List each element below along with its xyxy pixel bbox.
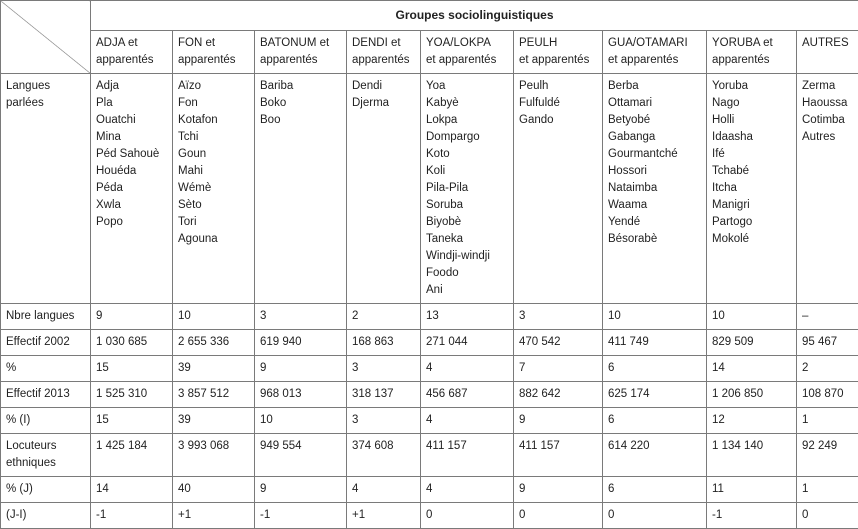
table-cell: 882 642 bbox=[514, 382, 603, 408]
table-cell: 0 bbox=[797, 503, 858, 529]
language-item: Koli bbox=[426, 163, 508, 180]
row-label bbox=[1, 304, 91, 330]
column-header-line2: apparentés bbox=[96, 52, 167, 69]
row-label-label-line1: % (J) bbox=[6, 481, 85, 498]
table-row bbox=[1, 356, 858, 382]
table-cell: 108 870 bbox=[797, 382, 858, 408]
table-cell: 1 bbox=[797, 408, 858, 434]
language-item: Boo bbox=[260, 112, 341, 129]
table-cell: 456 687 bbox=[421, 382, 514, 408]
table-cell: 2 655 336 bbox=[173, 330, 255, 356]
column-header-autres bbox=[797, 31, 858, 74]
row-label bbox=[1, 356, 91, 382]
table-cell: 0 bbox=[421, 503, 514, 529]
language-item: Ifé bbox=[712, 146, 791, 163]
column-header-line1: ADJA et bbox=[96, 35, 167, 52]
table-cell: 829 509 bbox=[707, 330, 797, 356]
table-cell: 168 863 bbox=[347, 330, 421, 356]
column-header-line2: apparentés bbox=[178, 52, 249, 69]
language-item: Mokolé bbox=[712, 231, 791, 248]
table-cell: 4 bbox=[421, 356, 514, 382]
column-header-line1: FON et bbox=[178, 35, 249, 52]
language-item: Nataimba bbox=[608, 180, 701, 197]
column-header-batonum bbox=[255, 31, 347, 74]
row-label-label-line2: ethniques bbox=[6, 455, 85, 472]
language-item: Lokpa bbox=[426, 112, 508, 129]
language-item: Peulh bbox=[519, 78, 597, 95]
column-header-line2: apparentés bbox=[260, 52, 341, 69]
table-cell: 12 bbox=[707, 408, 797, 434]
row-label-label-line1: % (I) bbox=[6, 412, 85, 429]
language-item: Soruba bbox=[426, 197, 508, 214]
table-cell: 10 bbox=[173, 304, 255, 330]
language-item: Kabyè bbox=[426, 95, 508, 112]
table-cell: 0 bbox=[514, 503, 603, 529]
languages-cell-dendi bbox=[347, 74, 421, 304]
row-label bbox=[1, 330, 91, 356]
table-cell: 1 425 184 bbox=[91, 434, 173, 477]
table-cell: 4 bbox=[421, 408, 514, 434]
table-cell: 14 bbox=[91, 477, 173, 503]
table-cell: 9 bbox=[255, 356, 347, 382]
table-cell: 411 157 bbox=[514, 434, 603, 477]
language-item: Yendé bbox=[608, 214, 701, 231]
table-cell: 9 bbox=[255, 477, 347, 503]
column-header-peulh bbox=[514, 31, 603, 74]
table-cell: 10 bbox=[255, 408, 347, 434]
column-header-line1: AUTRES bbox=[802, 35, 853, 52]
table-row bbox=[1, 477, 858, 503]
table-cell: 3 993 068 bbox=[173, 434, 255, 477]
table-cell: 6 bbox=[603, 356, 707, 382]
language-item: Idaasha bbox=[712, 129, 791, 146]
column-header-line1: YOA/LOKPA bbox=[426, 35, 508, 52]
table-cell: 9 bbox=[514, 477, 603, 503]
language-item: Cotimba bbox=[802, 112, 853, 129]
column-header-yoa bbox=[421, 31, 514, 74]
language-item: Ouatchi bbox=[96, 112, 167, 129]
row-label bbox=[1, 74, 91, 304]
language-item: Foodo bbox=[426, 265, 508, 282]
table-cell: 1 134 140 bbox=[707, 434, 797, 477]
table-cell: 625 174 bbox=[603, 382, 707, 408]
table-cell: 614 220 bbox=[603, 434, 707, 477]
language-item: Mina bbox=[96, 129, 167, 146]
table-cell: 6 bbox=[603, 408, 707, 434]
column-header-row bbox=[1, 31, 858, 74]
group-title: Groupes sociolinguistiques bbox=[91, 1, 858, 31]
languages-cell-yoruba bbox=[707, 74, 797, 304]
language-item: Aïzo bbox=[178, 78, 249, 95]
language-item: Berba bbox=[608, 78, 701, 95]
language-item: Dendi bbox=[352, 78, 415, 95]
table-cell: 4 bbox=[347, 477, 421, 503]
column-header-fon bbox=[173, 31, 255, 74]
table-row bbox=[1, 434, 858, 477]
table-cell: 2 bbox=[797, 356, 858, 382]
language-item: Gabanga bbox=[608, 129, 701, 146]
corner-cell bbox=[1, 1, 91, 74]
row-label bbox=[1, 408, 91, 434]
row-label bbox=[1, 382, 91, 408]
language-item: Tchabé bbox=[712, 163, 791, 180]
column-header-line1: PEULH bbox=[519, 35, 597, 52]
language-item: Péd Sahouè bbox=[96, 146, 167, 163]
table-cell: 1 525 310 bbox=[91, 382, 173, 408]
language-item: Fulfuldé bbox=[519, 95, 597, 112]
table-cell: 9 bbox=[514, 408, 603, 434]
languages-cell-peulh bbox=[514, 74, 603, 304]
column-header-line2: apparentés bbox=[712, 52, 791, 69]
table-cell: 92 249 bbox=[797, 434, 858, 477]
table-cell: 411 157 bbox=[421, 434, 514, 477]
column-header-adja bbox=[91, 31, 173, 74]
column-header-line1: GUA/OTAMARI bbox=[608, 35, 701, 52]
table-cell: 470 542 bbox=[514, 330, 603, 356]
table-cell: – bbox=[797, 304, 858, 330]
row-label bbox=[1, 503, 91, 529]
table-cell: 39 bbox=[173, 408, 255, 434]
language-item: Kotafon bbox=[178, 112, 249, 129]
column-header-gua bbox=[603, 31, 707, 74]
language-item: Biyobè bbox=[426, 214, 508, 231]
language-item: Mahi bbox=[178, 163, 249, 180]
language-item: Ottamari bbox=[608, 95, 701, 112]
language-item: Gourmantché bbox=[608, 146, 701, 163]
language-item: Popo bbox=[96, 214, 167, 231]
column-header-line2: et apparentés bbox=[519, 52, 597, 69]
column-header-line1: DENDI et bbox=[352, 35, 415, 52]
language-item: Manigri bbox=[712, 197, 791, 214]
row-label-label-line1: Locuteurs bbox=[6, 438, 85, 455]
language-item: Holli bbox=[712, 112, 791, 129]
language-item: Houéda bbox=[96, 163, 167, 180]
table-cell: 968 013 bbox=[255, 382, 347, 408]
language-item: Windji-windji bbox=[426, 248, 508, 265]
table-cell: +1 bbox=[173, 503, 255, 529]
table-cell: 15 bbox=[91, 408, 173, 434]
languages-row bbox=[1, 74, 858, 304]
language-item: Autres bbox=[802, 129, 853, 146]
table-cell: 40 bbox=[173, 477, 255, 503]
table-cell: 95 467 bbox=[797, 330, 858, 356]
table-cell: 3 bbox=[255, 304, 347, 330]
table-cell: 411 749 bbox=[603, 330, 707, 356]
language-item: Agouna bbox=[178, 231, 249, 248]
language-item: Pla bbox=[96, 95, 167, 112]
language-item: Adja bbox=[96, 78, 167, 95]
table-cell: 1 030 685 bbox=[91, 330, 173, 356]
table-cell: 39 bbox=[173, 356, 255, 382]
language-item: Taneka bbox=[426, 231, 508, 248]
row-label-label-line1: (J-I) bbox=[6, 507, 85, 524]
row-label bbox=[1, 434, 91, 477]
table-cell: 374 608 bbox=[347, 434, 421, 477]
language-item: Djerma bbox=[352, 95, 415, 112]
table-cell: -1 bbox=[255, 503, 347, 529]
language-item: Yoa bbox=[426, 78, 508, 95]
table-cell: 2 bbox=[347, 304, 421, 330]
table-cell: 271 044 bbox=[421, 330, 514, 356]
language-item: Wémè bbox=[178, 180, 249, 197]
row-label-label-line1: Nbre langues bbox=[6, 308, 85, 325]
table-cell: -1 bbox=[707, 503, 797, 529]
table-row bbox=[1, 330, 858, 356]
language-item: Goun bbox=[178, 146, 249, 163]
language-item: Pila-Pila bbox=[426, 180, 508, 197]
language-item: Tchi bbox=[178, 129, 249, 146]
table-cell: 318 137 bbox=[347, 382, 421, 408]
languages-cell-gua bbox=[603, 74, 707, 304]
language-item: Péda bbox=[96, 180, 167, 197]
languages-cell-adja bbox=[91, 74, 173, 304]
language-item: Haoussa bbox=[802, 95, 853, 112]
column-header-line2: apparentés bbox=[352, 52, 415, 69]
language-item: Partogo bbox=[712, 214, 791, 231]
column-header-yoruba bbox=[707, 31, 797, 74]
language-item: Yoruba bbox=[712, 78, 791, 95]
table-row bbox=[1, 408, 858, 434]
row-label-label-line1: Effectif 2002 bbox=[6, 334, 85, 351]
table-cell: 3 bbox=[514, 304, 603, 330]
table-cell: 7 bbox=[514, 356, 603, 382]
table-cell: 13 bbox=[421, 304, 514, 330]
table-cell: 3 bbox=[347, 356, 421, 382]
table-cell: 10 bbox=[603, 304, 707, 330]
row-label-label-line1: % bbox=[6, 360, 85, 377]
language-item: Betyobé bbox=[608, 112, 701, 129]
language-item: Sèto bbox=[178, 197, 249, 214]
table-cell: 14 bbox=[707, 356, 797, 382]
table-cell: 1 bbox=[797, 477, 858, 503]
language-item: Xwla bbox=[96, 197, 167, 214]
column-header-line1: BATONUM et bbox=[260, 35, 341, 52]
column-header-dendi bbox=[347, 31, 421, 74]
language-item: Hossori bbox=[608, 163, 701, 180]
row-label-line1: Langues bbox=[6, 78, 85, 95]
language-item: Waama bbox=[608, 197, 701, 214]
table-cell: 3 bbox=[347, 408, 421, 434]
table-row bbox=[1, 304, 858, 330]
language-item: Bariba bbox=[260, 78, 341, 95]
table-cell: 949 554 bbox=[255, 434, 347, 477]
table-cell: 0 bbox=[603, 503, 707, 529]
language-item: Tori bbox=[178, 214, 249, 231]
table-cell: 1 206 850 bbox=[707, 382, 797, 408]
table-cell: 10 bbox=[707, 304, 797, 330]
language-item: Dompargo bbox=[426, 129, 508, 146]
table-cell: 15 bbox=[91, 356, 173, 382]
languages-cell-autres bbox=[797, 74, 858, 304]
language-item: Itcha bbox=[712, 180, 791, 197]
table-body bbox=[1, 74, 858, 529]
language-item: Bésorabè bbox=[608, 231, 701, 248]
table-cell: 11 bbox=[707, 477, 797, 503]
language-item: Gando bbox=[519, 112, 597, 129]
table-cell: 4 bbox=[421, 477, 514, 503]
row-label bbox=[1, 477, 91, 503]
column-header-line2: et apparentés bbox=[608, 52, 701, 69]
language-item: Koto bbox=[426, 146, 508, 163]
row-label-line2: parlées bbox=[6, 95, 85, 112]
languages-cell-yoa bbox=[421, 74, 514, 304]
table-cell: 9 bbox=[91, 304, 173, 330]
table-cell: -1 bbox=[91, 503, 173, 529]
language-item: Boko bbox=[260, 95, 341, 112]
languages-cell-batonum bbox=[255, 74, 347, 304]
table-cell: 619 940 bbox=[255, 330, 347, 356]
language-item: Ani bbox=[426, 282, 508, 299]
column-header-line2: et apparentés bbox=[426, 52, 508, 69]
row-label-label-line1: Effectif 2013 bbox=[6, 386, 85, 403]
language-item: Fon bbox=[178, 95, 249, 112]
language-item: Zerma bbox=[802, 78, 853, 95]
table-cell: 6 bbox=[603, 477, 707, 503]
language-item: Nago bbox=[712, 95, 791, 112]
table-row bbox=[1, 382, 858, 408]
table-row bbox=[1, 503, 858, 529]
table-cell: +1 bbox=[347, 503, 421, 529]
column-header-line1: YORUBA et bbox=[712, 35, 791, 52]
languages-cell-fon bbox=[173, 74, 255, 304]
table-cell: 3 857 512 bbox=[173, 382, 255, 408]
